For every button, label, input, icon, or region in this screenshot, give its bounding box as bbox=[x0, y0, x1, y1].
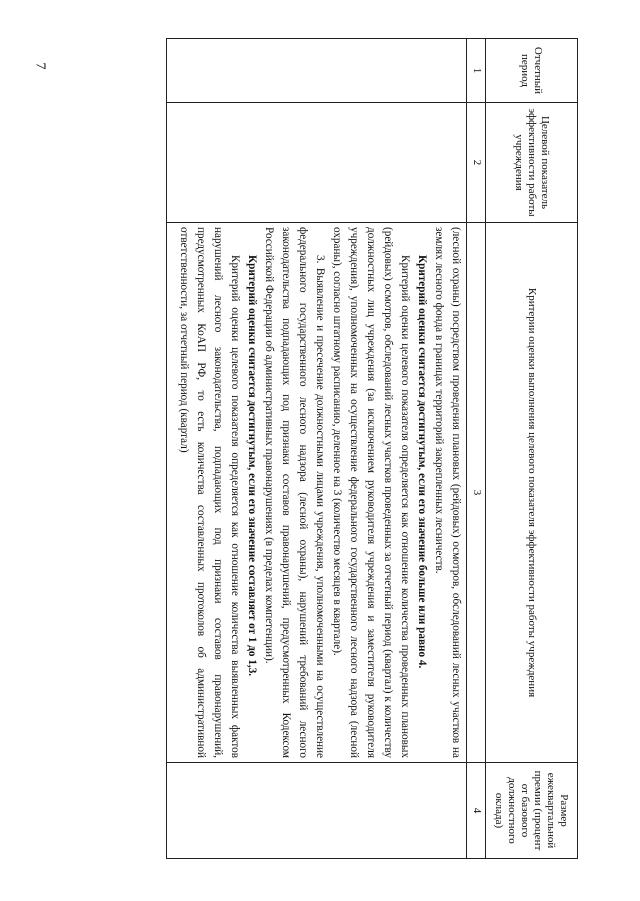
criteria-table bbox=[166, 38, 578, 859]
criteria-paragraph-1: (лесной охраны) посредством проведения плановых (рейдовых) осмотров, обследований лесных участков на землях лесного фонда в границах территорий закрепленных лесничеств. bbox=[433, 227, 462, 758]
header-criteria: Критерии оценки выполнения целевого показателя эффективности работы учреждения bbox=[486, 223, 578, 763]
cell-criteria bbox=[167, 223, 467, 763]
rotated-table-container bbox=[166, 38, 578, 858]
table-body-row bbox=[167, 39, 467, 859]
cell-bonus bbox=[167, 763, 467, 859]
criteria-paragraph-4: Критерий оценки целевого показателя определяется как отношение количества выявленных фактов нарушений лесного законодательства, подпадающих под признаки составов правонарушений, предусмотренных КоАП РФ, то есть количества составленных протоколов об административной ответственности, за отчетный период (квартал) bbox=[178, 227, 241, 758]
criteria-threshold-2: Критерий оценки считается достигнутым, если его значение составляет от 1 до 1,3. bbox=[246, 255, 258, 677]
criteria-paragraph-2: Критерий оценки целевого показателя определяется как отношение количества проведенных плановых (рейдовых) осмотров, обследований лесных участков проведенных за отчетный период (квартал) к количеству должностных лиц учреждения (за исключением руководителя учреждения и заместителя руководителя учреждения), уполномоченных на осуществление федерального государственного лесного надзора (лесной охраны), согласно штатному расписанию, деленное на 3 (количество месяцев в квартале). bbox=[331, 227, 411, 758]
criteria-paragraph-3: 3. Выявление и пресечение должностными лицами учреждения, уполномоченными на осуществление федерального государственного лесного надзора (лесной охраны), нарушений требований лесного законодательства подпадающих под признаки составов правонарушений, предусмотренных Кодексом Российской Федерации об административных правонарушениях (в пределах компетенции). bbox=[263, 227, 326, 758]
page-number: 7 bbox=[32, 62, 48, 70]
criteria-threshold-1: Критерий оценки считается достигнутым, если его значение больше или равно 4. bbox=[416, 255, 428, 669]
cell-indicator bbox=[167, 103, 467, 223]
column-number-4: 4 bbox=[467, 763, 486, 859]
table-header-row bbox=[486, 39, 578, 859]
cell-period bbox=[167, 39, 467, 103]
column-number-3: 3 bbox=[467, 223, 486, 763]
header-bonus: Размер ежеквартальной премии (процент от базового должностного оклада) bbox=[486, 763, 578, 859]
column-number-1: 1 bbox=[467, 39, 486, 103]
header-period: Отчетный период bbox=[486, 39, 578, 103]
header-indicator: Целевой показатель эффективности работы учреждения bbox=[486, 103, 578, 223]
column-number-row bbox=[467, 39, 486, 859]
column-number-2: 2 bbox=[467, 103, 486, 223]
